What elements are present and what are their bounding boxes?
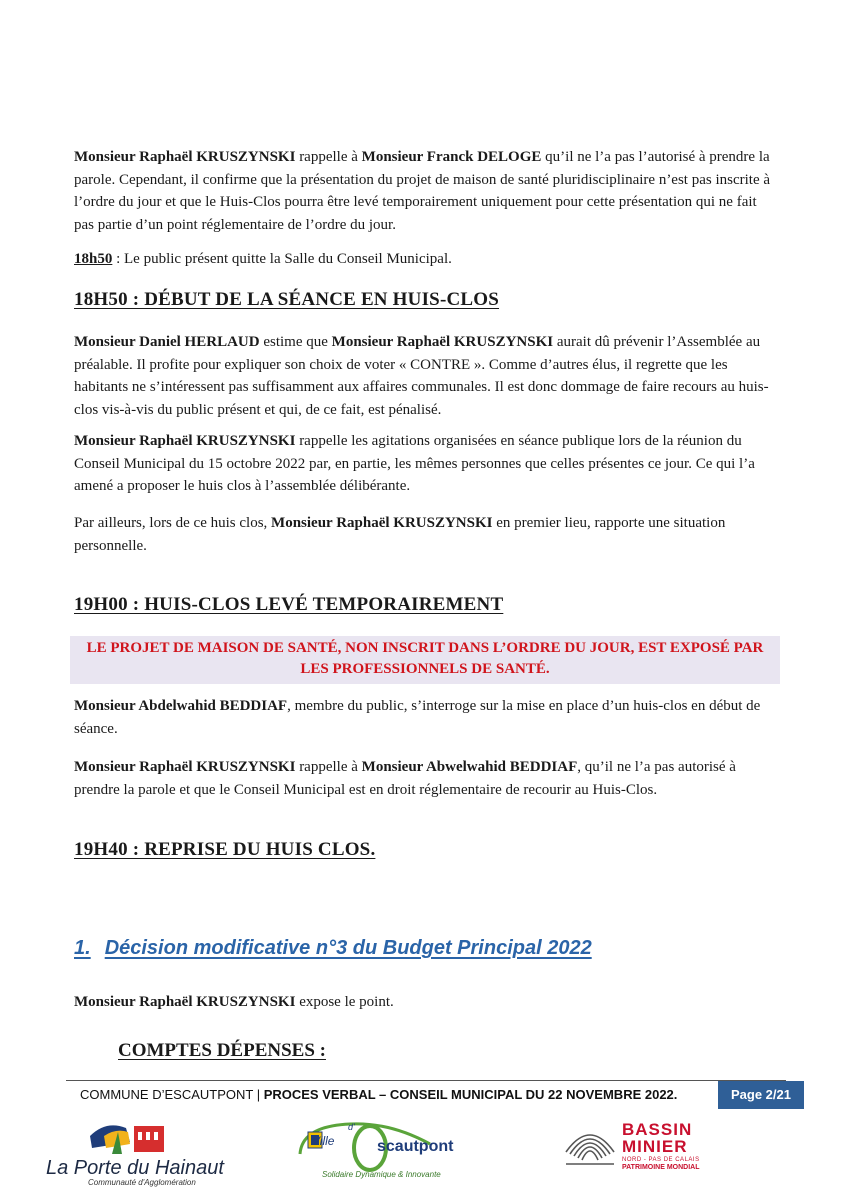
escautpont-logo-text: scautpont [377, 1138, 454, 1155]
subheading-comptes-depenses: COMPTES DÉPENSES : [118, 1040, 326, 1061]
bassin-minier-line2: MINIER [622, 1137, 688, 1156]
ville-tagline: Solidaire Dynamique & Innovante [322, 1170, 441, 1179]
paragraph-expose [74, 991, 774, 1014]
footer-document-title: PROCES VERBAL – CONSEIL MUNICIPAL DU 22 NOVEMBRE 2022. [263, 1087, 678, 1102]
porte-hainaut-emblem-icon [86, 1114, 170, 1158]
notice-box [70, 636, 780, 684]
paragraph-text: Par ailleurs, lors de ce huis clos, [74, 515, 272, 531]
section-heading-huis-clos-start: 18H50 : DÉBUT DE LA SÉANCE EN HUIS-CLOS [74, 289, 500, 310]
paragraph-text: estime que [259, 334, 332, 350]
speaker-name: Monsieur Raphaël KRUSZYNSKI [271, 515, 493, 531]
paragraph-text: en premier lieu, rapporte une situation personnelle. [74, 515, 726, 554]
paragraph-herlaud [74, 331, 774, 421]
paragraph-text: : Le public présent quitte la Salle du Conseil Municipal. [112, 251, 452, 267]
paragraph-text: , qu’il ne l’a pas autorisé à prendre la parole et que le Conseil Municipal est en droit réglementaire de recourir au Huis-Clos. [74, 759, 736, 798]
time-label: 18h50 [74, 251, 113, 267]
speaker-name: Monsieur Franck DELOGE [361, 149, 542, 165]
paragraph-situation-personnelle [74, 512, 774, 557]
agenda-item-number: 1. [74, 937, 91, 959]
paragraph-text: rappelle à [295, 149, 362, 165]
speaker-name: Monsieur Raphaël KRUSZYNSKI [74, 433, 296, 449]
paragraph-beddiaf [74, 695, 774, 740]
paragraph-text: , membre du public, s’interroge sur la mise en place d’un huis-clos en début de séance. [74, 698, 761, 737]
notice-line: LES PROFESSIONNELS DE SANTÉ. [300, 661, 550, 677]
speaker-name: Monsieur Abwelwahid BEDDIAF [361, 759, 578, 775]
bassin-minier-line1: BASSIN [622, 1120, 693, 1139]
section-heading-huis-clos-lifted: 19H00 : HUIS-CLOS LEVÉ TEMPORAIREMENT [74, 594, 504, 615]
footer-commune: COMMUNE D’ESCAUTPONT | [80, 1087, 264, 1102]
paragraph-text: rappelle les agitations organisées en séance publique lors de la réunion du Conseil Municipal du 15 octobre 2022 par, en partie, les mêmes personnes que celles présentes ce jour. Ce qui l’a amené a proposer le huis clos à l’assemblée délibérante. [74, 433, 755, 494]
speaker-name: Monsieur Daniel HERLAUD [74, 334, 260, 350]
bassin-minier-logo-text [622, 1121, 692, 1155]
paragraph-deloge [74, 146, 774, 236]
paragraph-text: qu’il ne l’a pas l’autorisé à prendre la parole. Cependant, il confirme que la présentation du projet de maison de santé pluridisciplinaire n’est pas inscrite à l’ordre du jour et que le Huis-Clos pourra être levé temporairement uniquement pour cette présentation qui ne fait pas partie d’un point réglementaire de l’ordre du jour. [74, 149, 771, 233]
footer-divider [66, 1080, 786, 1081]
bassin-minier-region: NORD - PAS DE CALAIS [622, 1157, 700, 1163]
page-number-badge: Page 2/21 [718, 1081, 804, 1109]
porte-hainaut-logo-subtitle: Communauté d'Agglomération [88, 1178, 196, 1187]
section-heading-huis-clos-resumed: 19H40 : REPRISE DU HUIS CLOS. [74, 839, 376, 860]
bassin-minier-patrimoine: PATRIMOINE MONDIAL [622, 1164, 700, 1171]
ville-article: d' [348, 1122, 355, 1132]
ville-word: Ville [312, 1134, 335, 1148]
speaker-name: Monsieur Raphaël KRUSZYNSKI [74, 149, 296, 165]
speaker-name: Monsieur Raphaël KRUSZYNSKI [331, 334, 554, 350]
notice-line: LE PROJET DE MAISON DE SANTÉ, NON INSCRIT DANS L’ORDRE DU JOUR, EST EXPOSÉ PAR [86, 640, 764, 656]
footer-caption [80, 1087, 677, 1102]
speaker-name: Monsieur Raphaël KRUSZYNSKI [74, 994, 296, 1010]
speaker-name: Monsieur Raphaël KRUSZYNSKI [74, 759, 296, 775]
speaker-name: Monsieur Abdelwahid BEDDIAF [74, 698, 288, 714]
paragraph-kruszynski-reply [74, 756, 774, 801]
paragraph-kruszynski-agitations [74, 430, 774, 498]
paragraph-text: expose le point. [295, 994, 394, 1010]
porte-hainaut-logo-text: La Porte du Hainaut [46, 1157, 224, 1179]
agenda-item-title [74, 937, 592, 960]
paragraph-text: rappelle à [295, 759, 362, 775]
bassin-minier-emblem-icon [562, 1118, 618, 1170]
paragraph-text: aurait dû prévenir l’Assemblée au préalable. Il profite pour expliquer son choix de voter « CONTRE ». Comme d’autres élus, il regrette que les habitants ne s’intéressent pas suffisamment aux affaires communales. Il est donc dommage de faire recours au huis-clos vis-à-vis du public présent et qui, de ce fait, est pénalisé. [74, 334, 769, 418]
paragraph-public-leaves [74, 248, 774, 271]
agenda-item-label: Décision modificative n°3 du Budget Principal 2022 [104, 937, 592, 959]
